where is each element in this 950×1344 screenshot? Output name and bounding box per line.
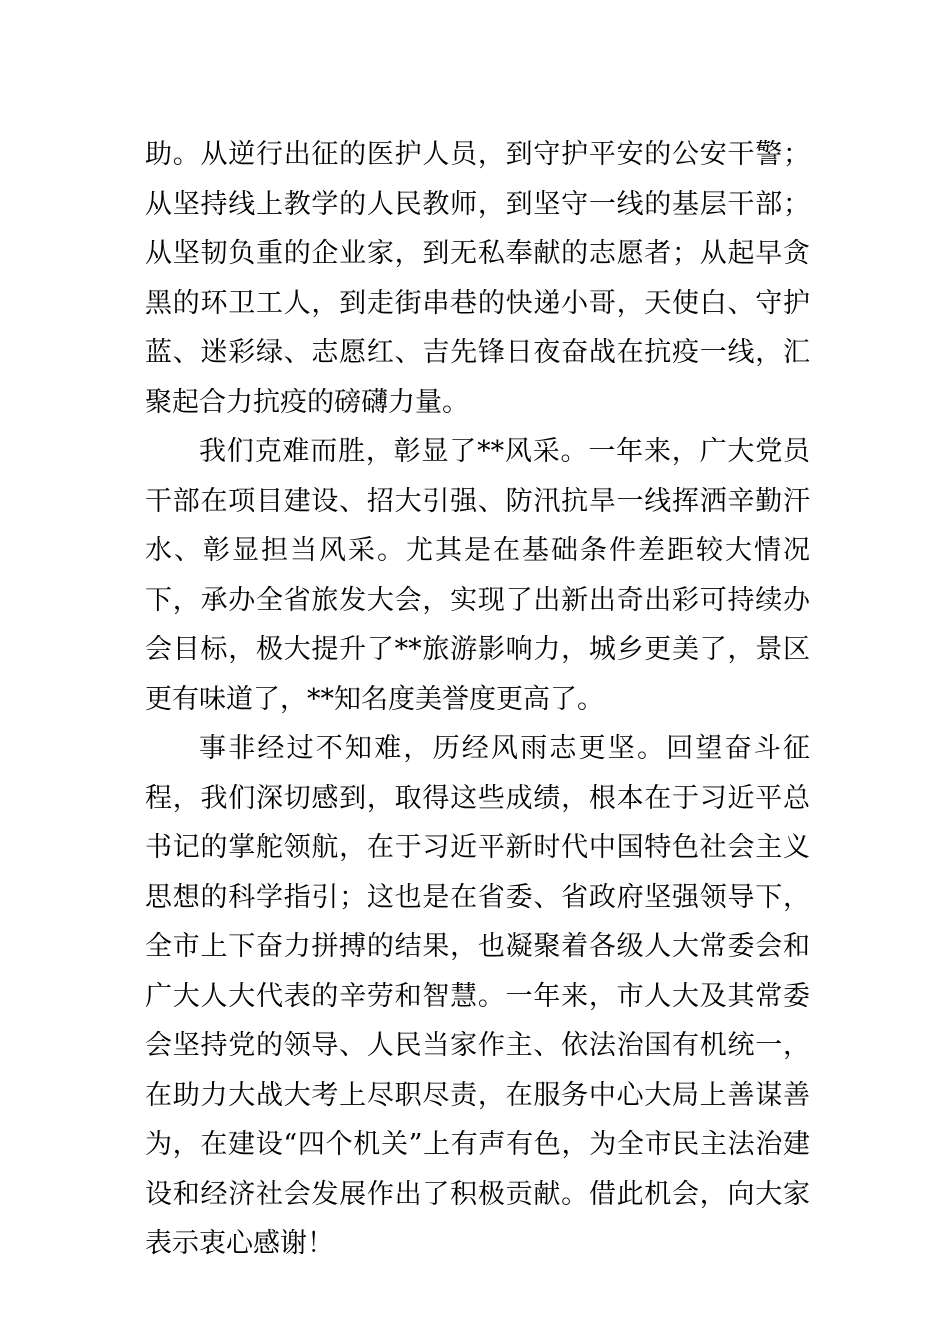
paragraph-overcoming-difficulties: 我们克难而胜，彰显了**风采。一年来，广大党员干部在项目建设、招大引强、防汛抗旱一线挥洒辛勤汗水、彰显担当风采。尤其是在基础条件差距较大情况下，承办全省旅发大会，实现了出新出奇出彩可持续办会目标，极大提升了**旅游影响力，城乡更美了，景区更有味道了，**知名度美誉度更高了。 [145, 436, 810, 715]
paragraph-continuation: 助。从逆行出征的医护人员，到守护平安的公安干警；从坚持线上教学的人民教师，到坚守一线的基层干部；从坚韧负重的企业家，到无私奉献的志愿者；从起早贪黑的环卫工人，到走街串巷的快递小哥，天使白、守护蓝、迷彩绿、志愿红、吉先锋日夜奋战在抗疫一线，汇聚起合力抗疫的磅礴力量。 [145, 139, 810, 418]
document-body [145, 130, 810, 1269]
paragraph-reflection-thanks: 事非经过不知难，历经风雨志更坚。回望奋斗征程，我们深切感到，取得这些成绩，根本在于习近平总书记的掌舵领航，在于习近平新时代中国特色社会主义思想的科学指引；这也是在省委、省政府坚强领导下，全市上下奋力拼搏的结果，也凝聚着各级人大常委会和广大人大代表的辛劳和智慧。一年来，市人大及其常委会坚持党的领导、人民当家作主、依法治国有机统一，在助力大战大考上尽职尽责，在服务中心大局上善谋善为，在建设“四个机关”上有声有色，为全市民主法治建设和经济社会发展作出了积极贡献。借此机会，向大家表示衷心感谢！ [145, 733, 810, 1259]
